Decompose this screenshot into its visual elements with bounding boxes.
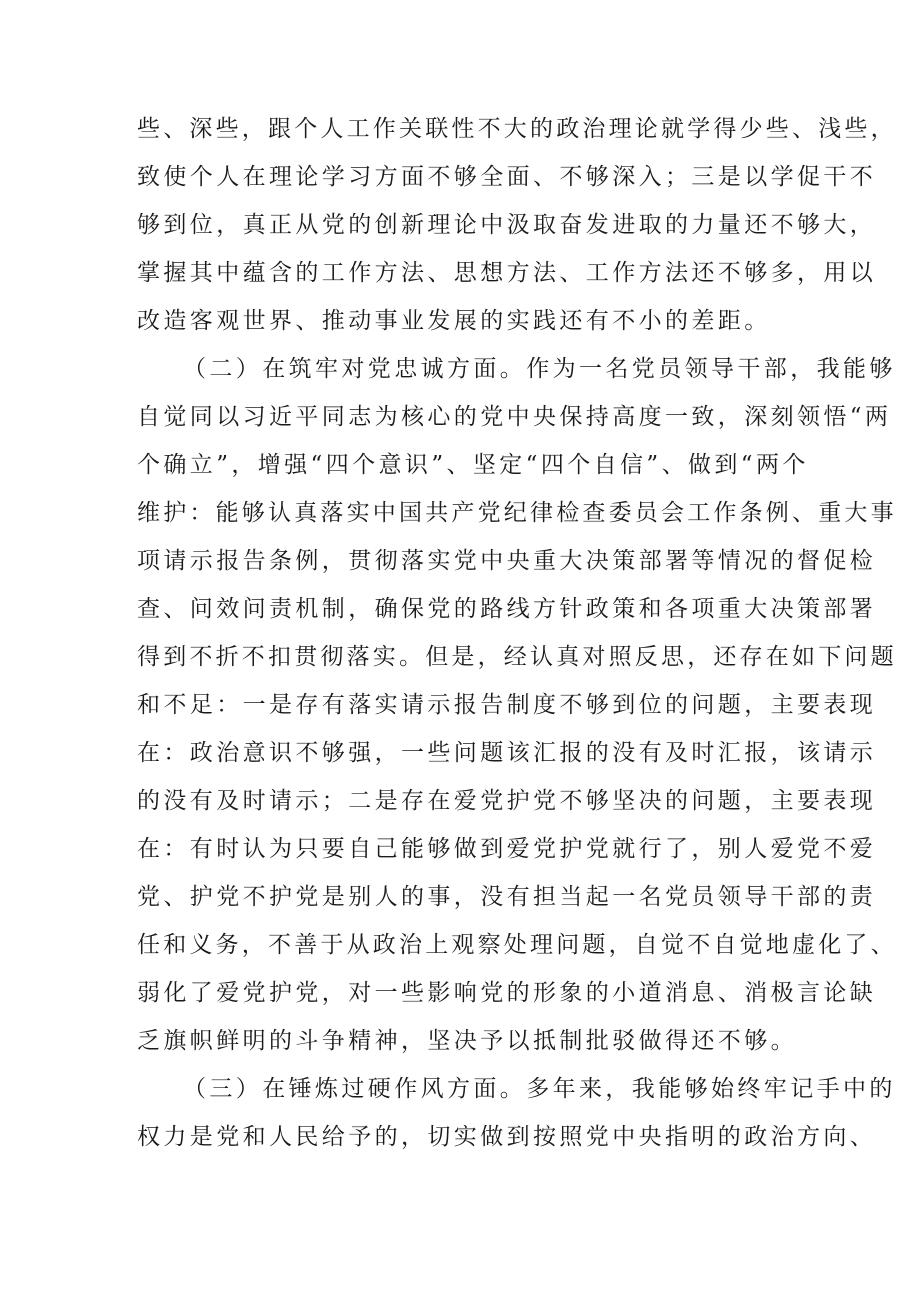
text-line: 查、问效问责机制，确保党的路线方针政策和各项重大决策部署	[137, 596, 877, 622]
text-line: 维护：能够认真落实中国共产党纪律检查委员会工作条例、重大事	[137, 500, 897, 526]
text-line: 个确立”，增强“四个意识”、坚定“四个自信”、做到“两个	[137, 452, 809, 478]
paragraph-3-start: （三）在锤炼过硬作风方面。多年来，我能够始终牢记手中的	[183, 1076, 896, 1102]
text-line: 掌握其中蕴含的工作方法、思想方法、工作方法还不够多，用以	[137, 260, 877, 286]
text-line: 弱化了爱党护党，对一些影响党的形象的小道消息、消极言论缺	[137, 980, 877, 1006]
text-line: 和不足：一是存有落实请示报告制度不够到位的问题，主要表现	[137, 692, 877, 718]
text-line: 自觉同以习近平同志为核心的党中央保持高度一致，深刻领悟“两	[137, 404, 892, 430]
text-line: 在：政治意识不够强，一些问题该汇报的没有及时汇报，该请示	[137, 740, 877, 766]
text-line: 项请示报告条例，贯彻落实党中央重大决策部署等情况的督促检	[137, 548, 877, 574]
text-line: 的没有及时请示；二是存在爱党护党不够坚决的问题，主要表现	[137, 788, 877, 814]
text-line: 致使个人在理论学习方面不够全面、不够深入；三是以学促干不	[137, 164, 877, 190]
text-line: 改造客观世界、推动事业发展的实践还有不小的差距。	[137, 308, 771, 334]
text-line: 任和义务，不善于从政治上观察处理问题，自觉不自觉地虚化了、	[137, 932, 897, 958]
text-line: 得到不折不扣贯彻落实。但是，经认真对照反思，还存在如下问题	[137, 644, 897, 670]
text-line: 些、深些，跟个人工作关联性不大的政治理论就学得少些、浅些，	[137, 116, 897, 142]
text-line: 权力是党和人民给予的，切实做到按照党中央指明的政治方向、	[137, 1124, 877, 1150]
text-line: 党、护党不护党是别人的事，没有担当起一名党员领导干部的责	[137, 884, 877, 910]
text-line: 在：有时认为只要自己能够做到爱党护党就行了，别人爱党不爱	[137, 836, 877, 862]
text-line: 乏旗帜鲜明的斗争精神，坚决予以抵制批驳做得还不够。	[137, 1028, 797, 1054]
paragraph-2-start: （二）在筑牢对党忠诚方面。作为一名党员领导干部，我能够	[183, 356, 896, 382]
text-line: 够到位，真正从党的创新理论中汲取奋发进取的力量还不够大，	[137, 212, 877, 238]
